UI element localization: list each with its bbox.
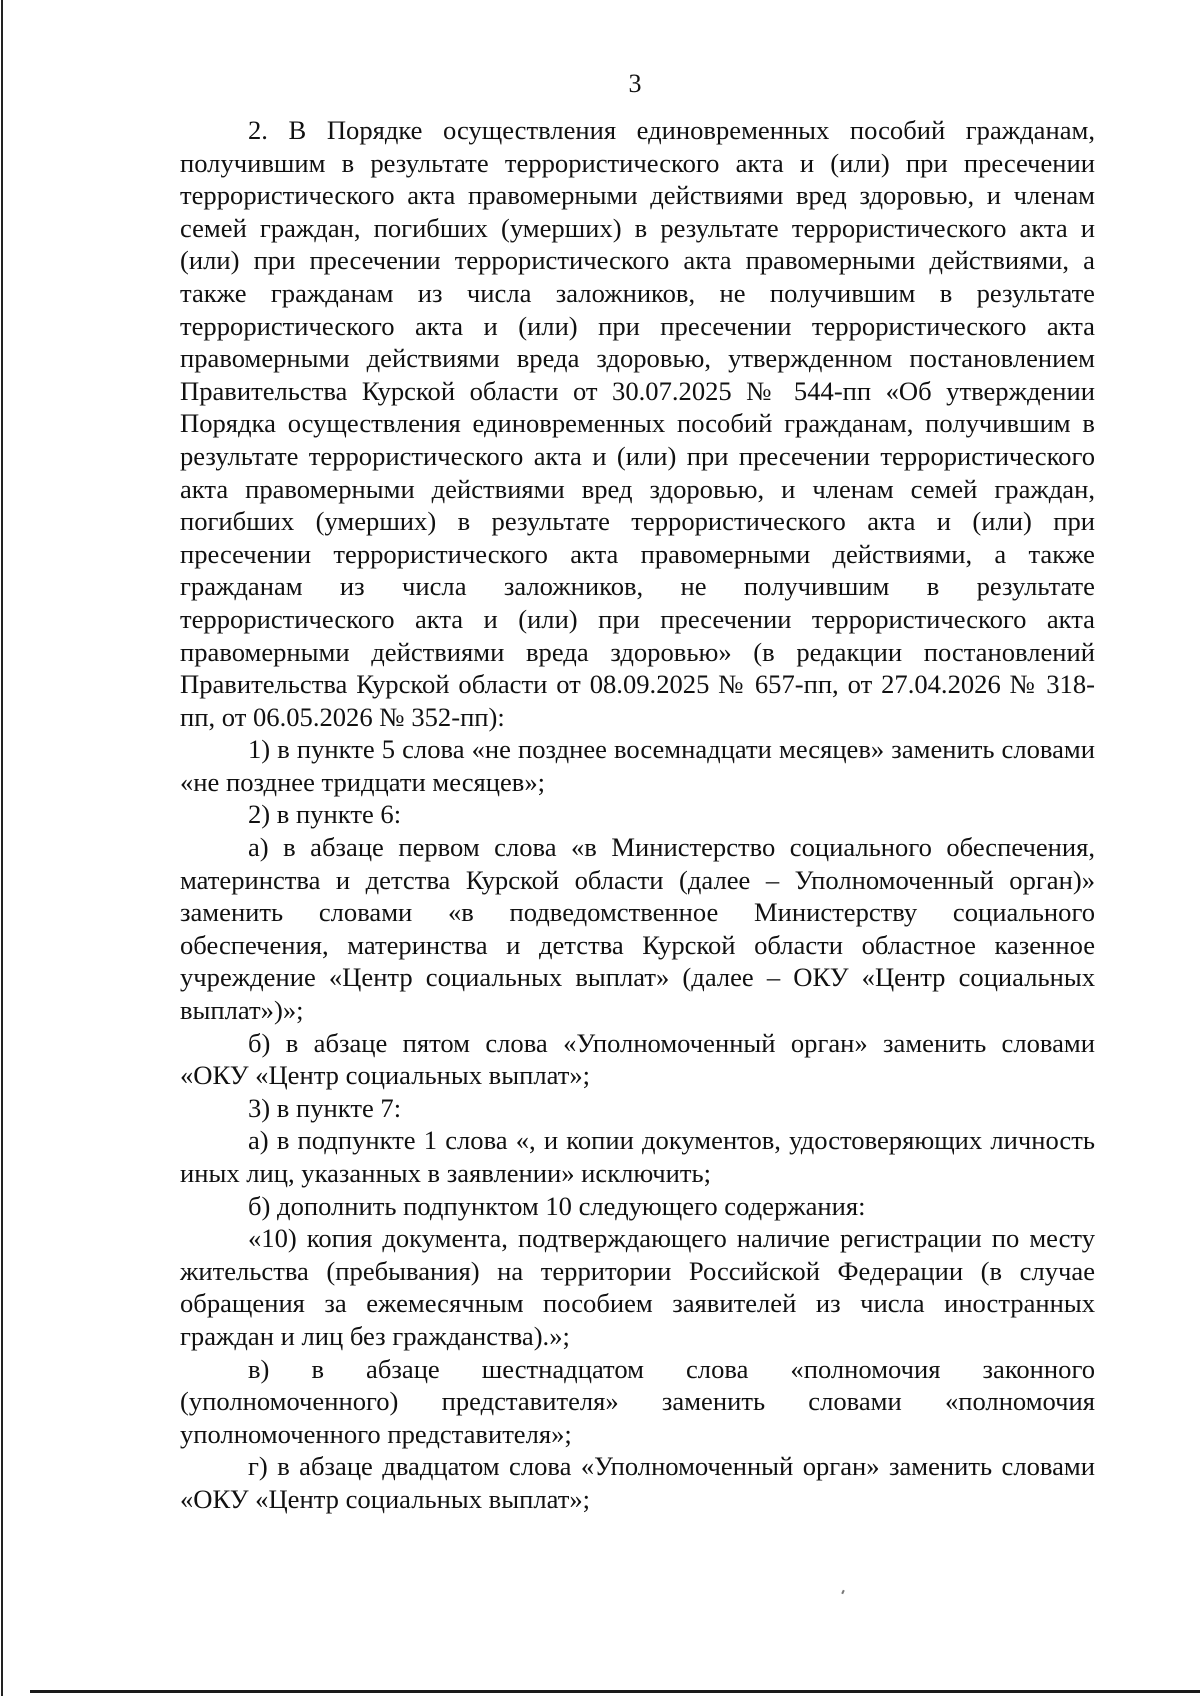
paragraph-item-1: 1) в пункте 5 слова «не позднее восемнадцати месяцев» заменить словами «не позднее тридцати месяцев»; xyxy=(180,734,1095,797)
page-number: 3 xyxy=(628,69,642,98)
paragraph-item-3a: а) в подпункте 1 слова «, и копии документов, удостоверяющих личность иных лиц, указанных в заявлении» исключить; xyxy=(180,1125,1095,1188)
scan-speck xyxy=(841,1590,845,1594)
scan-left-edge xyxy=(1,0,3,1696)
paragraph-item-3b: б) дополнить подпунктом 10 следующего содержания: xyxy=(248,1190,866,1221)
document-body xyxy=(180,114,1095,1516)
paragraph-item-2a: а) в абзаце первом слова «в Министерство социального обеспечения, материнства и детства Курской области (далее – Уполномоченный орган)» заменить словами «в подведомственное Министерству социального обеспечения, материнства и детства Курской области областное казенное учреждение «Центр социальных выплат» (далее – ОКУ «Центр социальных выплат»)»; xyxy=(180,832,1095,1026)
paragraph-item-3: 3) в пункте 7: xyxy=(248,1092,402,1123)
paragraph-item-2: 2) в пункте 6: xyxy=(248,799,402,830)
paragraph-item-3g: г) в абзаце двадцатом слова «Уполномоченный орган» заменить словами «ОКУ «Центр социальных выплат»; xyxy=(180,1451,1095,1514)
paragraph-item-3v: в) в абзаце шестнадцатом слова «полномочия законного (уполномоченного) представителя» заменить словами «полномочия уполномоченного представителя»; xyxy=(180,1353,1095,1449)
paragraph-item-2b: б) в абзаце пятом слова «Уполномоченный орган» заменить словами «ОКУ «Центр социальных выплат»; xyxy=(180,1027,1095,1091)
paragraph-amendment-2: 2. В Порядке осуществления единовременных пособий гражданам, получившим в результате террористического акта и (или) при пресечении террористического акта правомерными действиями вред здоровью, и членам семей граждан, погибших (умерших) в результате террористического акта и (или) при пресечении террористического акта правомерными действиями, а также гражданам из числа заложников, не получившим в результате террористического акта и (или) при пресечении террористического акта правомерными действиями вреда здоровью, утвержденном постановлением Правительства Курской области от 30.07.2025 № 544-пп «Об утверждении Порядка осуществления единовременных пособий гражданам, получившим в результате террористического акта и (или) при пресечении террористического акта правомерными действиями вред здоровью, и членам семей граждан, погибших (умерших) в результате террористического акта и (или) при пресечении террористического акта правомерными действиями, а также гражданам из числа заложников, не получившим в результате террористического акта и (или) при пресечении террористического акта правомерными действиями вреда здоровью» (в редакции постановлений Правительства Курской области от 08.09.2025 № 657-пп, от 27.04.2026 № 318-пп, от 06.05.2026 № 352-пп): xyxy=(180,115,1095,732)
scan-bottom-edge xyxy=(30,1690,1200,1693)
paragraph-item-3b-text: «10) копия документа, подтверждающего наличие регистрации по месту жительства (пребывания) на территории Российской Федерации (в случае обращения за ежемесячным пособием заявителей из числа иностранных граждан и лиц без гражданства).»; xyxy=(180,1223,1095,1351)
